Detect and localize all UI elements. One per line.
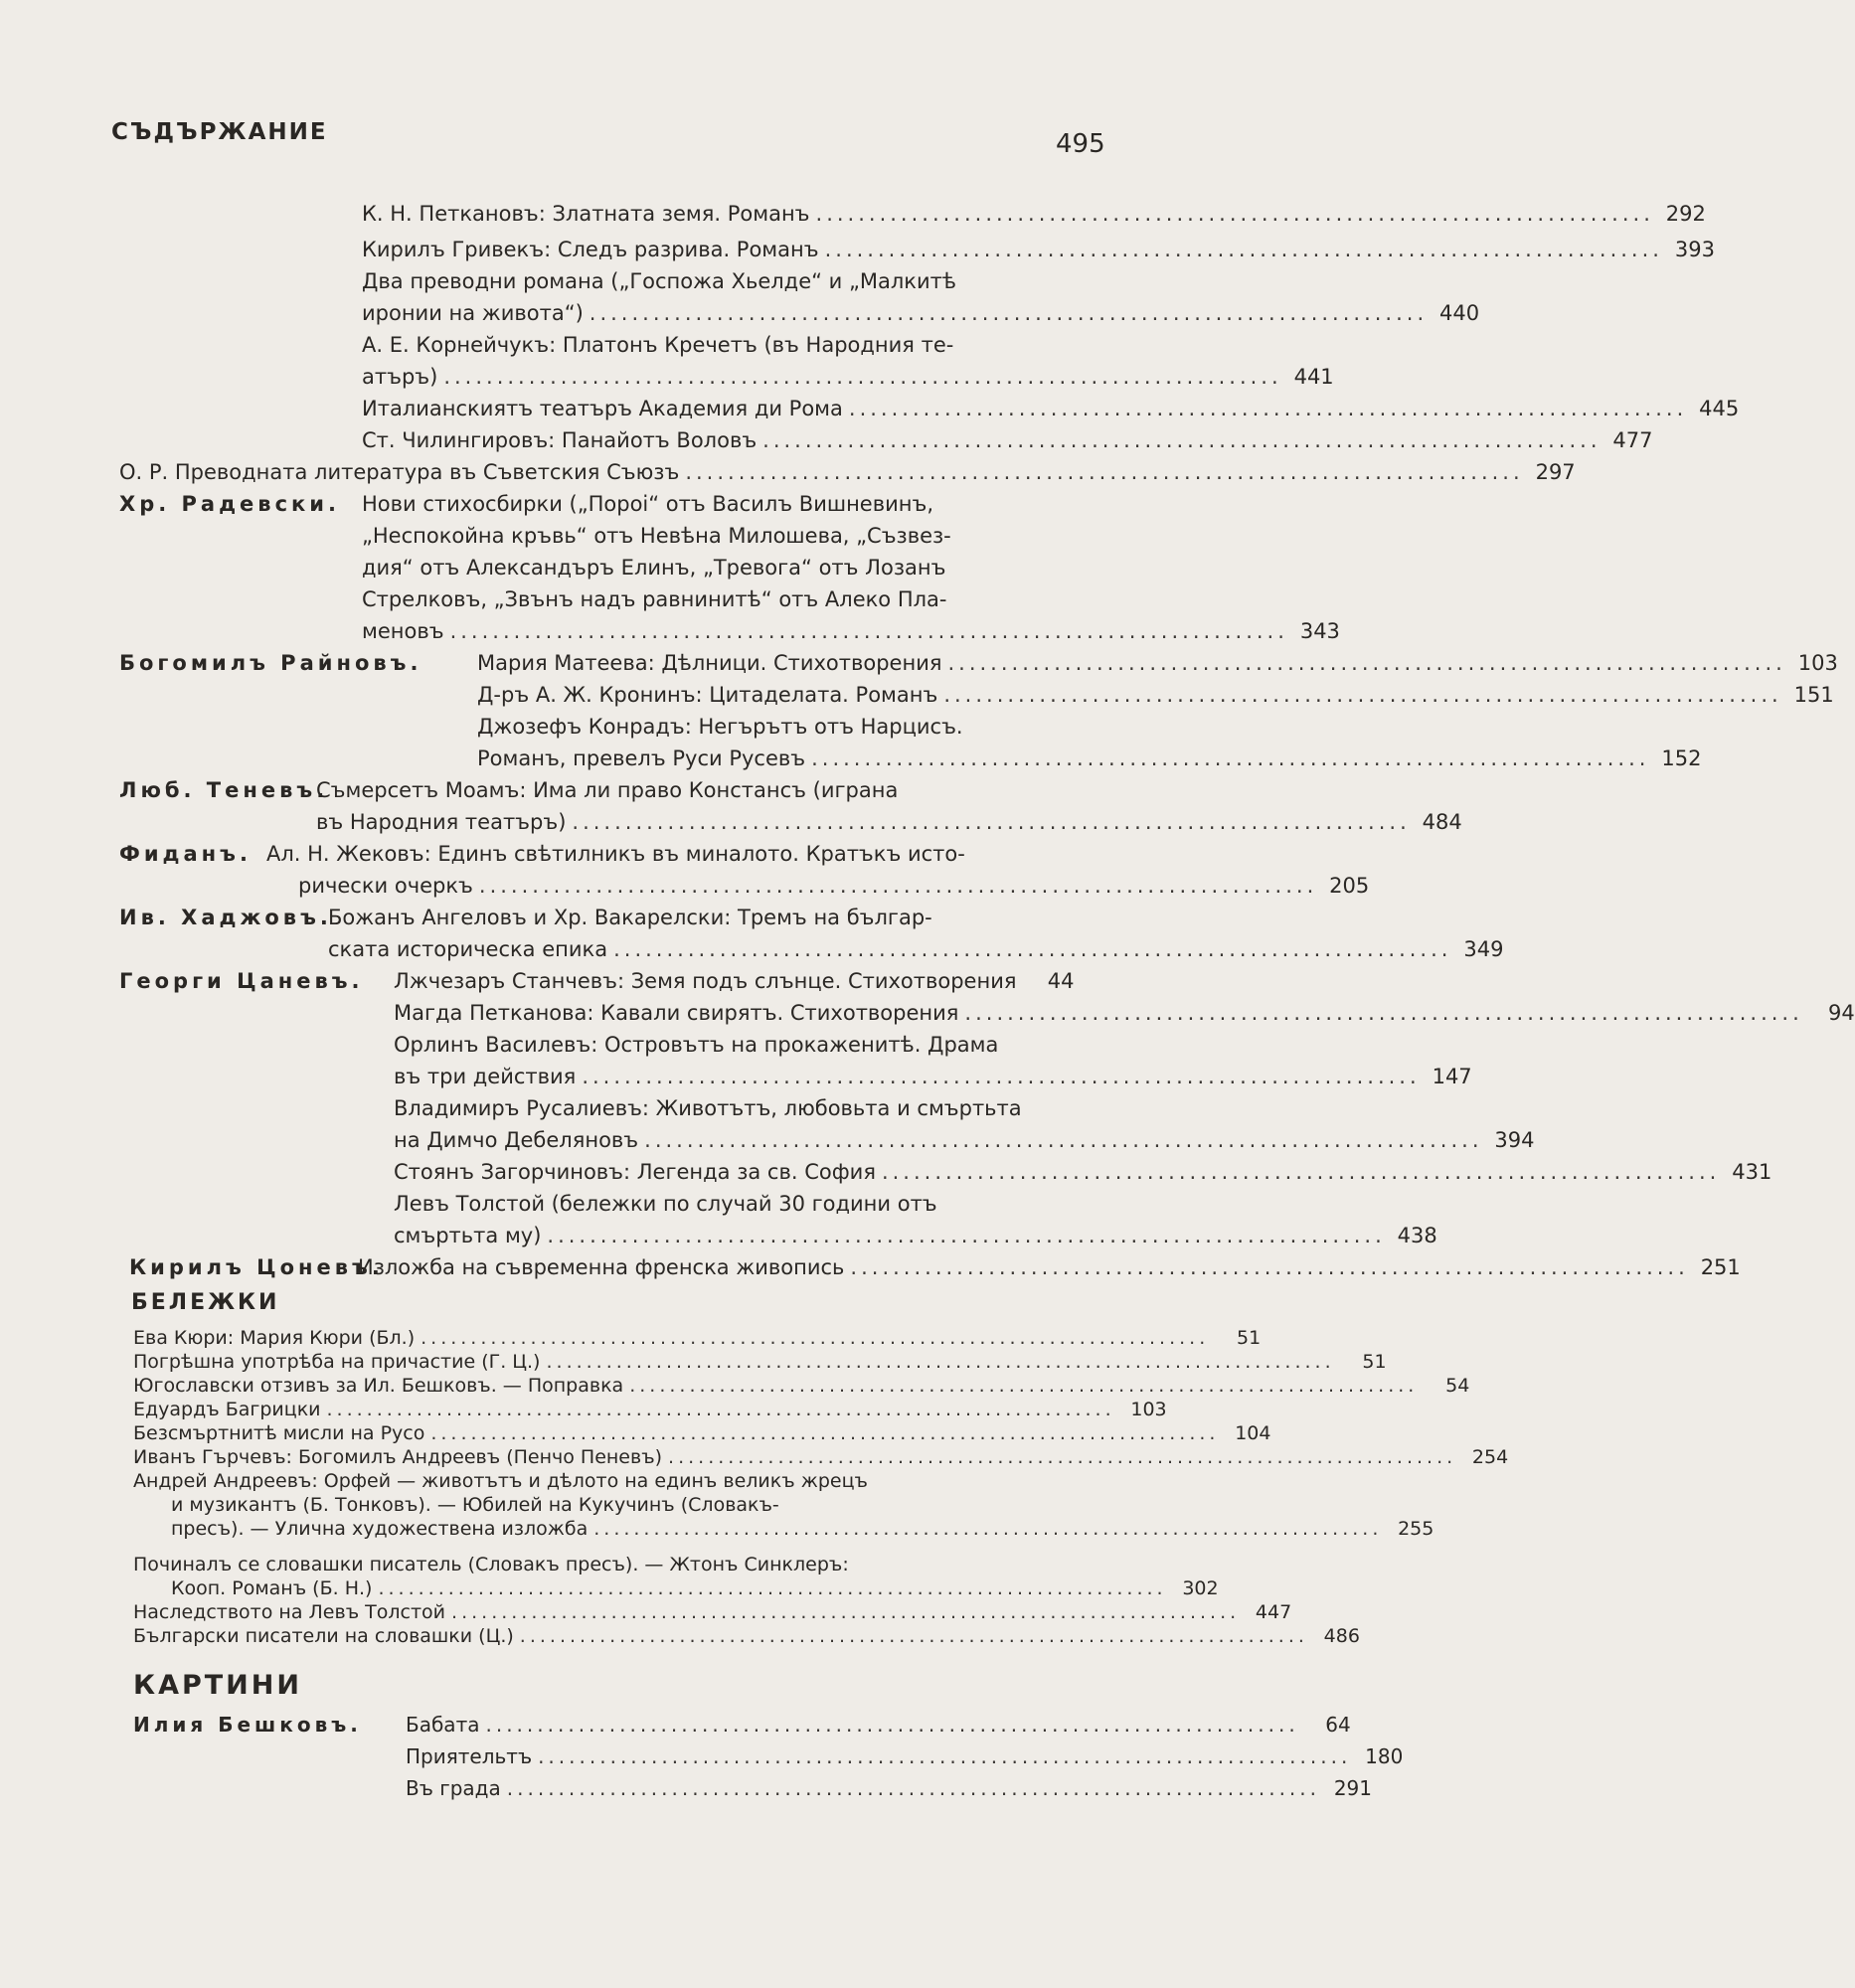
toc-entry-page: 302 xyxy=(1182,1577,1219,1599)
dot-leader: ............................................................................... xyxy=(943,683,1782,707)
toc-entry-text: Магда Петканова: Кавали свирятъ. Стихотворения xyxy=(394,1001,959,1025)
toc-entry-page: 103 xyxy=(1130,1399,1167,1420)
dot-leader: ............................................................................... xyxy=(964,1001,1803,1025)
dot-leader: ............................................................................... xyxy=(668,1446,1457,1468)
toc-entry[interactable] xyxy=(133,1421,1271,1445)
toc-entry[interactable] xyxy=(171,1576,1219,1600)
dot-leader: ............................................................................... xyxy=(881,1160,1721,1184)
toc-entry[interactable] xyxy=(362,425,1653,456)
dot-leader: ............................................................................... xyxy=(815,202,1654,226)
toc-entry-line: Починалъ се словашки писатель (Словакъ пресъ). — Жтонъ Синклеръ: xyxy=(133,1554,849,1575)
toc-entry[interactable] xyxy=(362,235,1715,265)
toc-entry-page: 51 xyxy=(1237,1327,1262,1349)
dot-leader: ............................................................................... xyxy=(593,1518,1383,1540)
toc-entry-line: Ал. Н. Жековъ: Единъ свѣтилникъ въ миналото. Кратъкъ исто- xyxy=(266,842,965,866)
author-name: Кирилъ Цоневъ. xyxy=(129,1255,384,1279)
toc-entry-page: 180 xyxy=(1365,1744,1404,1768)
toc-entry-text: К. Н. Петкановъ: Златната земя. Романъ xyxy=(362,202,810,226)
toc-entry[interactable] xyxy=(362,394,1740,424)
toc-entry-text: Романъ, превелъ Руси Русевъ xyxy=(477,746,806,770)
toc-entry[interactable] xyxy=(406,1741,1404,1771)
toc-entry[interactable] xyxy=(477,648,1838,679)
dot-leader: ............................................................................... xyxy=(326,1399,1115,1420)
toc-entry-line: Левъ Толстой (бележки по случай 30 години отъ xyxy=(394,1192,937,1216)
toc-entry[interactable] xyxy=(133,1398,1167,1421)
toc-entry-line: Нови стихосбирки („Пороi“ отъ Василъ Вишневинъ, xyxy=(362,492,933,516)
dot-leader: ............................................................................... xyxy=(538,1744,1352,1768)
toc-entry-text: атъръ) xyxy=(362,365,438,389)
toc-entry-page: 438 xyxy=(1397,1224,1437,1247)
toc-entry-line: Два преводни романа („Госпожа Хьелде“ и „Малкитѣ xyxy=(362,269,956,293)
running-header-page-number: 495 xyxy=(1056,129,1105,159)
toc-entry-line: Орлинъ Василевъ: Островътъ на прокаженитѣ. Драма xyxy=(394,1033,999,1057)
toc-entry-text: Погрѣшна употрѣба на причастие (Г. Ц.) xyxy=(133,1351,541,1373)
toc-entry-line: Владимиръ Русалиевъ: Животътъ, любовьта и смъртьта xyxy=(394,1096,1022,1120)
toc-entry-line: Андрей Андреевъ: Орфей — животътъ и дѣлото на единъ великъ жрецъ xyxy=(133,1470,868,1492)
author-name: Георги Цаневъ. xyxy=(119,969,364,993)
dot-leader: ............................................................................... xyxy=(443,365,1282,389)
toc-entry-page: 343 xyxy=(1299,619,1340,643)
running-header-title: СЪДЪРЖАНИЕ xyxy=(111,119,328,145)
toc-entry-text: Наследството на Левъ Толстой xyxy=(133,1601,446,1623)
toc-entry-text: Едуардъ Багрицки xyxy=(133,1399,321,1420)
toc-entry-text: Югославски отзивъ за Ил. Бешковъ. — Поправка xyxy=(133,1375,624,1397)
author-name: Ив. Хаджовъ. xyxy=(119,906,332,929)
toc-entry-text: Италианскиятъ театъръ Академия ди Рома xyxy=(362,397,843,420)
toc-entry-page: 431 xyxy=(1732,1160,1772,1184)
toc-entry-line: Божанъ Ангеловъ и Хр. Вакарелски: Тремъ на българ- xyxy=(328,906,932,929)
toc-entry-page: 254 xyxy=(1471,1446,1509,1468)
toc-entry-text: ската историческа епика xyxy=(328,937,608,961)
toc-entry-text: Иванъ Гърчевъ: Богомилъ Андреевъ (Пенчо Пеневъ) xyxy=(133,1446,663,1468)
toc-entry[interactable] xyxy=(477,680,1834,711)
author-name: Илия Бешковъ. xyxy=(133,1713,362,1737)
dot-leader: ............................................................................... xyxy=(421,1327,1210,1349)
toc-entry-line: Стрелковъ, „Звънъ надъ равнинитѣ“ отъ Алеко Пла- xyxy=(362,587,947,611)
dot-leader: ............................................................................... xyxy=(947,651,1786,675)
toc-entry-text: Безсмъртнитѣ мисли на Русо xyxy=(133,1422,425,1444)
toc-entry-page: 44 xyxy=(1047,969,1075,993)
toc-entry-line: „Неспокойна кръвь“ отъ Невѣна Милошева, „Съзвез- xyxy=(362,524,951,548)
toc-entry-page: 486 xyxy=(1323,1625,1360,1647)
toc-entry-page: 292 xyxy=(1665,202,1706,226)
toc-entry-page: 349 xyxy=(1463,937,1504,961)
toc-entry[interactable] xyxy=(406,1710,1351,1740)
toc-entry-text: на Димчо Дебеляновъ xyxy=(394,1128,639,1152)
toc-entry-text: Български писатели на словашки (Ц.) xyxy=(133,1625,514,1647)
dot-leader: ............................................................................... xyxy=(685,460,1524,484)
toc-entry-text: Изложба на съвременна френска живопись xyxy=(358,1255,845,1279)
dot-leader: ............................................................................... xyxy=(546,1351,1335,1373)
toc-entry-page: 54 xyxy=(1445,1375,1470,1397)
dot-leader: ............................................................................... xyxy=(850,1255,1689,1279)
toc-entry-page: 477 xyxy=(1612,428,1653,452)
section-heading-pictures: КАРТИНИ xyxy=(133,1670,302,1701)
dot-leader: ............................................................................... xyxy=(644,1128,1483,1152)
dot-leader: ............................................................................... xyxy=(848,397,1688,420)
toc-entry-text: Ст. Чилингировъ: Панайотъ Воловъ xyxy=(362,428,758,452)
toc-entry-page: 393 xyxy=(1674,238,1715,261)
toc-entry[interactable] xyxy=(394,1125,1535,1156)
toc-entry[interactable] xyxy=(133,1600,1292,1624)
toc-entry-line: Съмерсетъ Моамъ: Има ли право Констансъ (играна xyxy=(316,778,899,802)
dot-leader: ............................................................................... xyxy=(451,1601,1241,1623)
toc-entry-text: меновъ xyxy=(362,619,444,643)
author-name: Богомилъ Райновъ. xyxy=(119,651,422,675)
dot-leader: ............................................................................... xyxy=(519,1625,1308,1647)
toc-entry-text: Кирилъ Гривекъ: Следъ разрива. Романъ xyxy=(362,238,819,261)
toc-entry-text: Въ града xyxy=(406,1776,501,1800)
dot-leader: ............................................................................... xyxy=(506,1776,1321,1800)
toc-entry[interactable] xyxy=(362,616,1340,647)
dot-leader: ............................................................................... xyxy=(582,1065,1421,1088)
toc-entry[interactable] xyxy=(133,1374,1470,1398)
toc-entry-text: Д-ръ А. Ж. Кронинъ: Цитаделата. Романъ xyxy=(477,683,938,707)
toc-entry-line: и музикантъ (Б. Тонковъ). — Юбилей на Кукучинъ (Словакъ- xyxy=(171,1494,779,1516)
toc-entry[interactable] xyxy=(394,998,1855,1029)
toc-entry-page: 51 xyxy=(1362,1351,1387,1373)
toc-entry[interactable] xyxy=(133,1445,1509,1469)
dot-leader: ............................................................................... xyxy=(485,1713,1299,1737)
toc-entry[interactable] xyxy=(171,1517,1434,1541)
toc-entry-page: 94 xyxy=(1828,1001,1855,1025)
toc-entry[interactable] xyxy=(119,457,1576,488)
toc-entry-text: Приятельтъ xyxy=(406,1744,533,1768)
toc-entry-page: 152 xyxy=(1661,746,1702,770)
section-heading-notes: БЕЛЕЖКИ xyxy=(131,1290,280,1315)
toc-entry-text: смъртьта му) xyxy=(394,1224,542,1247)
toc-entry-page: 445 xyxy=(1699,397,1740,420)
toc-entry-text: въ три действия xyxy=(394,1065,577,1088)
toc-entry[interactable] xyxy=(394,1221,1437,1251)
toc-entry-text: иронии на живота“) xyxy=(362,301,584,325)
dot-leader: ............................................................................... xyxy=(378,1577,1167,1599)
toc-entry[interactable] xyxy=(358,1252,1741,1283)
dot-leader: ............................................................................... xyxy=(430,1422,1220,1444)
toc-entry-text: Лжчезаръ Станчевъ: Земя подъ слънце. Стихотворения xyxy=(394,969,1017,993)
toc-entry-page: 205 xyxy=(1329,874,1370,898)
toc-entry-page: 297 xyxy=(1535,460,1576,484)
toc-entry[interactable] xyxy=(406,1773,1373,1803)
toc-entry[interactable] xyxy=(394,966,1075,997)
dot-leader: ............................................................................... xyxy=(547,1224,1386,1247)
toc-entry[interactable] xyxy=(316,807,1462,838)
toc-entry[interactable] xyxy=(298,871,1370,902)
toc-entry-line: дия“ отъ Александъръ Елинъ, „Тревога“ отъ Лозанъ xyxy=(362,556,946,580)
dot-leader: ............................................................................... xyxy=(613,937,1452,961)
toc-entry-page: 104 xyxy=(1235,1422,1271,1444)
author-name: Люб. Теневъ. xyxy=(119,778,329,802)
toc-entry-text: рически очеркъ xyxy=(298,874,473,898)
toc-entry[interactable] xyxy=(133,1350,1387,1374)
dot-leader: ............................................................................... xyxy=(824,238,1663,261)
toc-entry-page: 255 xyxy=(1398,1518,1434,1540)
toc-entry-text: Мария Матеева: Дѣлници. Стихотворения xyxy=(477,651,942,675)
toc-entry-text: Бабата xyxy=(406,1713,480,1737)
toc-entry-line: Джозефъ Конрадъ: Негърътъ отъ Нарцисъ. xyxy=(477,715,963,739)
toc-entry-line: А. Е. Корнейчукъ: Платонъ Кречетъ (въ Народния те- xyxy=(362,333,954,357)
dot-leader: ............................................................................... xyxy=(589,301,1429,325)
toc-entry-text: Стоянъ Загорчиновъ: Легенда за св. София xyxy=(394,1160,876,1184)
toc-entry-page: 64 xyxy=(1325,1713,1351,1737)
toc-entry[interactable] xyxy=(133,1326,1262,1350)
toc-entry[interactable] xyxy=(362,362,1334,393)
toc-entry-text: въ Народния театъръ) xyxy=(316,810,567,834)
dot-leader: ............................................................................... xyxy=(811,746,1650,770)
dot-leader: ............................................................................... xyxy=(629,1375,1419,1397)
toc-entry-text: Коoп. Романъ (Б. Н.) xyxy=(171,1577,373,1599)
toc-entry-text: Ева Кюри: Мария Кюри (Бл.) xyxy=(133,1327,416,1349)
toc-entry-page: 151 xyxy=(1793,683,1834,707)
toc-entry-text: О. Р. Преводната литература въ Съветския Съюзъ xyxy=(119,460,680,484)
dot-leader: ............................................................................... xyxy=(762,428,1602,452)
toc-entry[interactable] xyxy=(477,744,1702,774)
toc-entry-page: 447 xyxy=(1255,1601,1292,1623)
toc-entry[interactable] xyxy=(394,1157,1772,1188)
toc-entry[interactable] xyxy=(133,1624,1360,1648)
toc-entry-page: 394 xyxy=(1494,1128,1535,1152)
toc-entry-page: 147 xyxy=(1432,1065,1472,1088)
toc-entry-text: пресъ). — Улична художествена изложба xyxy=(171,1518,589,1540)
toc-entry[interactable] xyxy=(328,934,1504,965)
toc-entry-page: 440 xyxy=(1439,301,1480,325)
toc-entry[interactable] xyxy=(362,298,1480,329)
toc-entry[interactable] xyxy=(394,1062,1472,1092)
author-name: Хр. Радевски. xyxy=(119,492,340,516)
toc-entry-page: 484 xyxy=(1422,810,1462,834)
toc-entry-page: 291 xyxy=(1333,1776,1373,1800)
author-name: Фиданъ. xyxy=(119,842,252,866)
toc-entry-page: 103 xyxy=(1797,651,1838,675)
dot-leader: ............................................................................... xyxy=(478,874,1318,898)
toc-entry[interactable] xyxy=(362,199,1706,230)
dot-leader: ............................................................................... xyxy=(572,810,1411,834)
toc-entry-page: 251 xyxy=(1700,1255,1741,1279)
toc-entry-page: 441 xyxy=(1293,365,1334,389)
dot-leader: ............................................................................... xyxy=(449,619,1288,643)
